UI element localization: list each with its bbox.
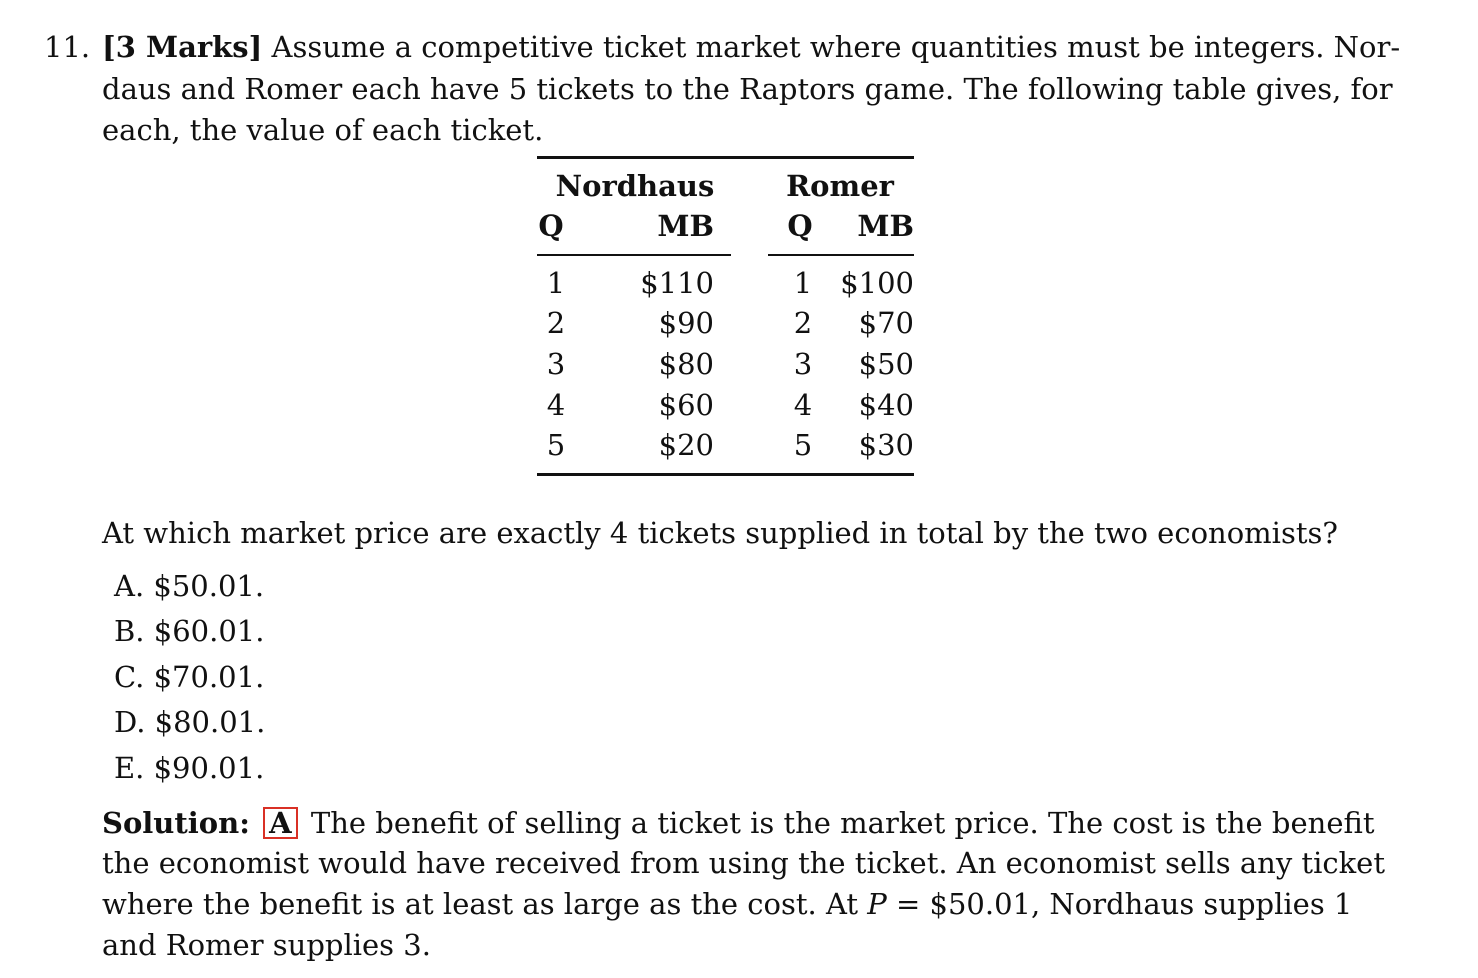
solution-line-2: the economist would have received from using the ticket. An economist sells any ticket: [102, 846, 1385, 880]
col-header-nordhaus-q: Q: [538, 209, 564, 243]
price-variable: P: [867, 887, 887, 921]
question-line-1: [102, 30, 1400, 64]
romer-mb-cell: $100: [840, 266, 914, 300]
nordhaus-mb-cell: $90: [658, 306, 714, 340]
nordhaus-mb-cell: $110: [640, 266, 714, 300]
romer-mb-cell: $50: [858, 347, 914, 381]
choice-c: C. $70.01.: [114, 660, 265, 694]
nordhaus-mb-cell: $80: [658, 347, 714, 381]
choice-d: D. $80.01.: [114, 705, 266, 739]
romer-q-cell: 2: [793, 306, 813, 340]
romer-mb-cell: $30: [858, 428, 914, 462]
romer-q-cell: 1: [793, 266, 813, 300]
table-top-rule: [537, 156, 914, 159]
col-header-nordhaus-mb: MB: [657, 209, 714, 243]
solution-text-3b: = $50.01, Nordhaus supplies 1: [896, 887, 1353, 921]
solution-line-1: [102, 806, 1375, 840]
solution-line-3: [102, 887, 1352, 921]
nordhaus-q-cell: 5: [546, 428, 566, 462]
col-header-romer-mb: MB: [857, 209, 914, 243]
romer-q-cell: 5: [793, 428, 813, 462]
romer-q-cell: 4: [793, 388, 813, 422]
nordhaus-q-cell: 1: [546, 266, 566, 300]
solution-label: Solution:: [102, 806, 250, 840]
table-bottom-rule: [537, 473, 914, 476]
group-header-nordhaus: Nordhaus: [555, 169, 715, 203]
group-header-romer: Romer: [786, 169, 894, 203]
question-number: 11.: [44, 30, 91, 64]
solution-text-1: The benefit of selling a ticket is the market price. The cost is the benefit: [310, 806, 1375, 840]
question-prompt: At which market price are exactly 4 tickets supplied in total by the two economists?: [102, 516, 1338, 550]
solution-text-3a: where the benefit is at least as large as the cost. At: [102, 887, 859, 921]
nordhaus-mb-cell: $20: [658, 428, 714, 462]
choice-a: A. $50.01.: [114, 569, 265, 603]
solution-line-4: and Romer supplies 3.: [102, 928, 431, 962]
romer-mb-cell: $70: [858, 306, 914, 340]
nordhaus-q-cell: 2: [546, 306, 566, 340]
romer-q-cell: 3: [793, 347, 813, 381]
nordhaus-mb-cell: $60: [658, 388, 714, 422]
choice-b: B. $60.01.: [114, 614, 265, 648]
question-line-3: each, the value of each ticket.: [102, 113, 544, 147]
question-line-2: daus and Romer each have 5 tickets to the Raptors game. The following table gives, for: [102, 72, 1393, 106]
question-text-1: Assume a competitive ticket market where quantities must be integers. Nor-: [271, 30, 1401, 64]
answer-box: A: [263, 807, 298, 839]
choice-e: E. $90.01.: [114, 751, 265, 785]
nordhaus-q-cell: 3: [546, 347, 566, 381]
nordhaus-header-rule: [537, 254, 731, 256]
question-marks: [3 Marks]: [102, 30, 263, 64]
col-header-romer-q: Q: [787, 209, 813, 243]
romer-mb-cell: $40: [858, 388, 914, 422]
nordhaus-q-cell: 4: [546, 388, 566, 422]
romer-header-rule: [768, 254, 914, 256]
